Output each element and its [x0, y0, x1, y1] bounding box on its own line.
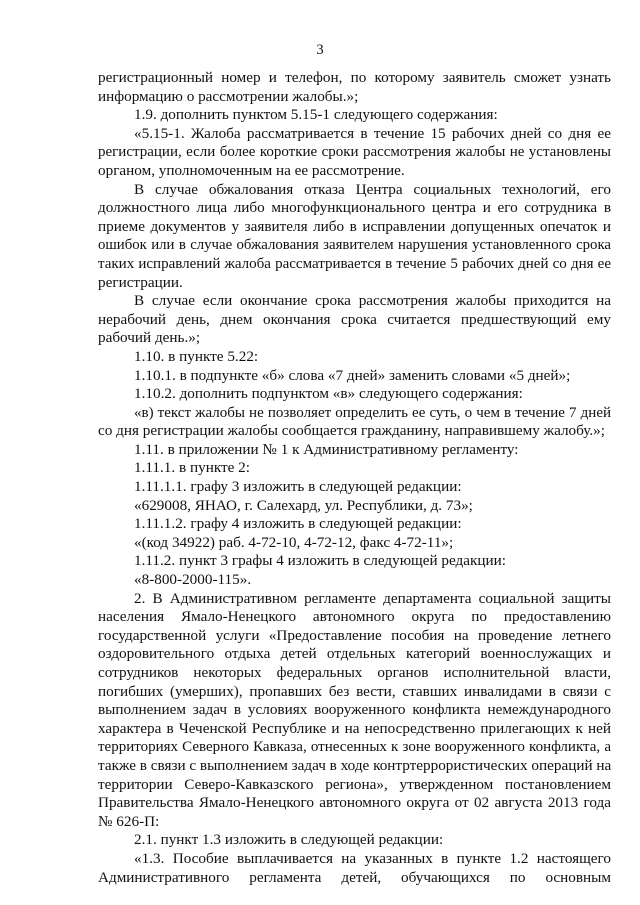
- text-line: «в) текст жалобы не позволяет определить ее суть, о чем в течение 7 дней: [134, 404, 611, 421]
- text-line: 1.11.1.1. графу 3 изложить в следующей редакции:: [134, 478, 462, 496]
- text-line: приеме документов у заявителя либо в исправлении допущенных опечаток и: [98, 217, 611, 235]
- text-line: Правительства Ямало-Ненецкого автономного округа от 02 августа 2013 года: [98, 794, 611, 812]
- text-line: регистрации.: [98, 273, 183, 291]
- text-line: «5.15-1. Жалоба рассматривается в течение 15 рабочих дней со дня ее: [134, 124, 611, 142]
- text-line: 1.10. в пункте 5.22:: [134, 347, 259, 365]
- text-line: 1.10.1. в подпункте «б» слова «7 дней» заменить словами «5 дней»;: [134, 366, 571, 384]
- page-number: 3: [316, 42, 324, 58]
- text-line: выполнением задач в условиях вооруженного конфликта немеждународного: [98, 701, 611, 719]
- text-line: оздоровительного отдыха детей отдельных категорий военнослужащих и: [98, 645, 611, 663]
- text-line: нерабочий день, днем окончания срока считается предшествующий ему: [98, 310, 611, 328]
- text-line: «1.3. Пособие выплачивается на указанных в пункте 1.2 настоящего: [134, 849, 611, 867]
- text-line: рабочий день.»;: [98, 329, 201, 347]
- text-line: со дня регистрации жалобы сообщается гражданину, направившему жалобу.»;: [98, 422, 605, 440]
- text-line: характера в Чеченской Республике и на непосредственно прилегающих к ней: [98, 719, 611, 737]
- text-line: должностного лица либо многофункционального центра и его сотрудника в: [98, 199, 611, 217]
- text-line: органом, уполномоченным на ее рассмотрение.: [98, 161, 405, 179]
- text-line: регистрации, если более короткие сроки рассмотрения жалобы не установлены: [98, 144, 611, 161]
- text-line: «8-800-2000-115».: [134, 571, 252, 589]
- text-line: 1.11.2. пункт 3 графы 4 изложить в следующей редакции:: [134, 552, 506, 570]
- text-line: «(код 34922) раб. 4-72-10, 4-72-12, факс 4-72-11»;: [134, 533, 454, 551]
- text-line: информацию о рассмотрении жалобы.»;: [98, 87, 359, 105]
- text-line: территории Северо-Кавказского региона», утвержденном постановлением: [98, 775, 611, 793]
- text-line: погибших (умерших), пропавших без вести, ставших инвалидами в связи с: [98, 682, 611, 700]
- text-line: 1.11. в приложении № 1 к Административному регламенту:: [134, 440, 519, 458]
- text-line: 1.9. дополнить пунктом 5.15-1 следующего содержания:: [134, 106, 498, 124]
- text-line: 1.11.1.2. графу 4 изложить в следующей редакции:: [134, 515, 462, 533]
- document-body: [98, 69, 611, 887]
- text-line: государственной услуги «Предоставление пособия на проведение летнего: [98, 626, 611, 644]
- text-line: В случае если окончание срока рассмотрения жалобы приходится на: [134, 292, 611, 310]
- text-line: Административного регламента детей, обучающихся по основным: [98, 868, 611, 886]
- text-line: «629008, ЯНАО, г. Салехард, ул. Республики, д. 73»;: [134, 496, 473, 514]
- text-line: 2. В Административном регламенте департамента социальной защиты: [134, 589, 611, 607]
- text-line: В случае обжалования отказа Центра социальных технологий, его: [134, 180, 611, 198]
- text-line: территориях Северного Кавказа, отнесенных к зоне вооруженного конфликта, а: [98, 739, 611, 756]
- text-line: сотрудников некоторых федеральных органов исполнительной власти,: [98, 664, 611, 681]
- text-line: ошибок или в случае обжалования заявителем нарушения установленного срока: [98, 237, 611, 254]
- text-line: № 626-П:: [98, 812, 160, 830]
- text-line: также в связи с выполнением задач в ходе контртеррористических операций на: [98, 756, 612, 774]
- text-line: 1.11.1. в пункте 2:: [134, 459, 250, 477]
- text-line: регистрационный номер и телефон, по которому заявитель сможет узнать: [98, 69, 611, 86]
- text-line: таких исправлений жалоба рассматривается в течение 5 рабочих дней со дня ее: [98, 255, 611, 272]
- text-line: 1.10.2. дополнить подпунктом «в» следующего содержания:: [134, 385, 523, 403]
- text-line: 2.1. пункт 1.3 изложить в следующей редакции:: [134, 831, 444, 849]
- text-line: населения Ямало-Ненецкого автономного округа по предоставлению: [98, 608, 611, 626]
